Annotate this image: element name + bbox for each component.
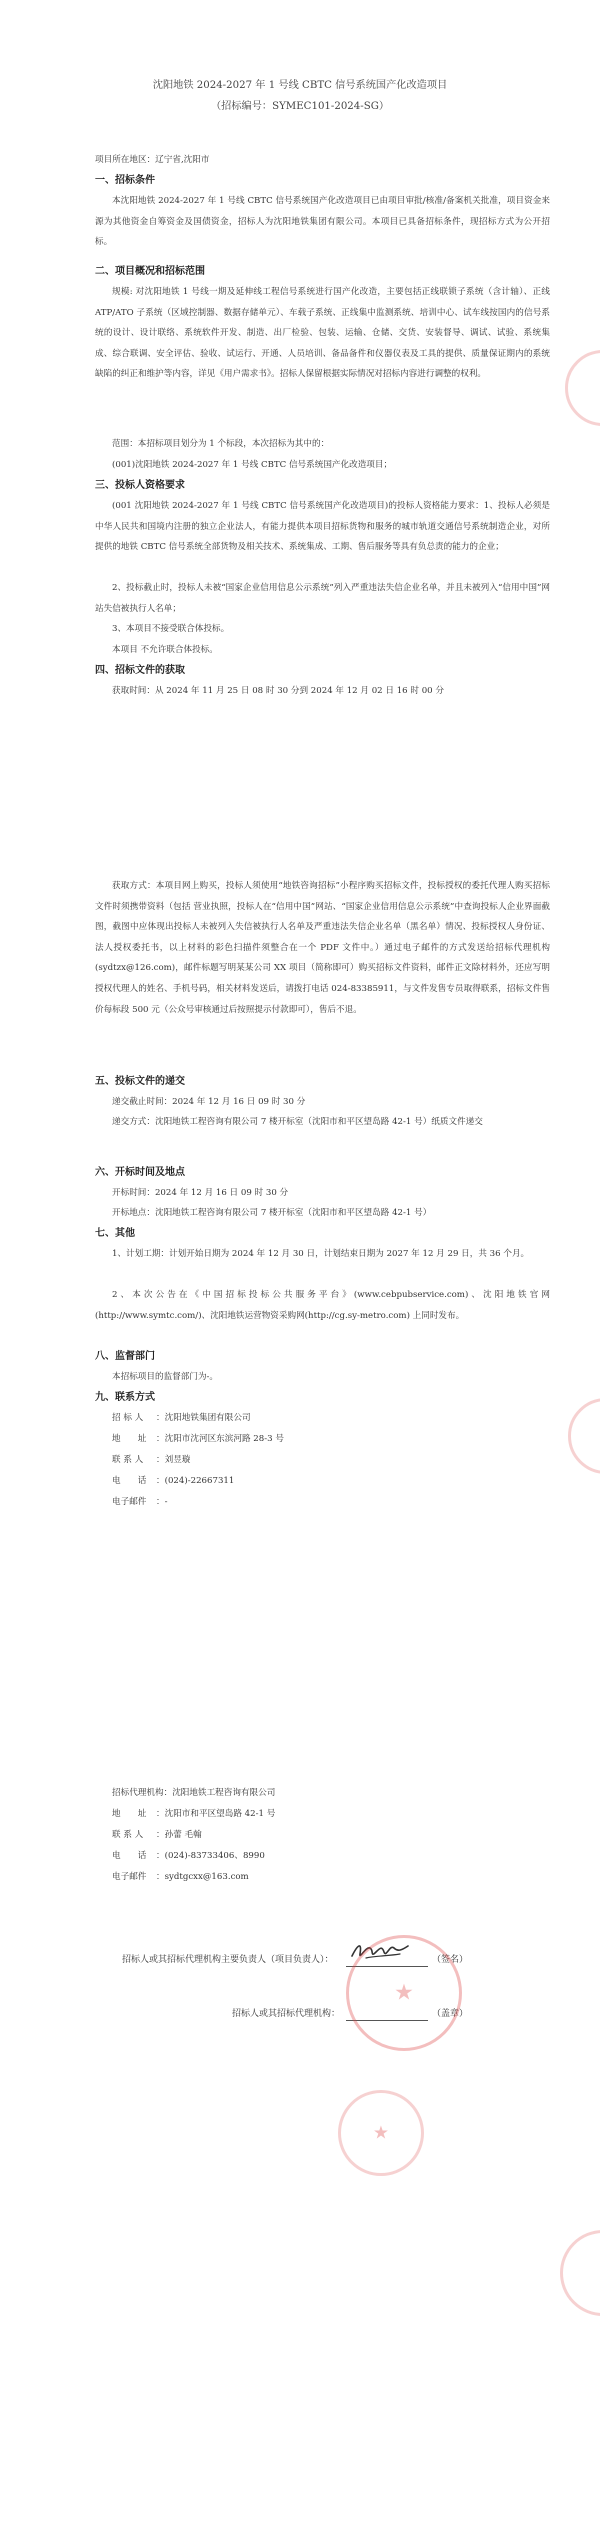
edge-seal-icon xyxy=(565,350,600,426)
section-4-method: 获取方式：本项目网上购买，投标人须使用“地铁咨询招标”小程序购买招标文件，投标授权的委托代理人购买招标文件时须携带资料（包括 营业执照，投标人在“信用中国”网站、“国家企业信用信息公示系统”中查询投标人企业界面截图，截图中应体现出投标人未被列入失信被执行人名单及严重违法失信企业名单（黑名单）情况、投标授权人身份证、法人授权委托书，以上材料的彩色扫描件须整合在一个 PDF 文件中。）通过电子邮件的方式发送给招标代理机构(sydtzx@126.com)，邮件标题写明某某公司 XX 项目（简称即可）购买招标文件资料，邮件正文除材料外，还应写明授权代理人的姓名、手机号码，相关材料发送后，请拨打电话 024-83385911，与文件发售专员取得联系，招标文件售价每标段 500 元（公众号审核通过后按照提示付款即可），售后不退。 xyxy=(95,881,550,1015)
signature-line-label: 招标人或其招标代理机构主要负责人（项目负责人）： xyxy=(122,1955,334,1965)
contact-value: 刘昱璇 xyxy=(164,1455,191,1465)
section-4-time: 获取时间：从 2024 年 11 月 25 日 08 时 30 分到 2024 年 12 月 02 日 16 时 00 分 xyxy=(112,686,444,696)
section-5-place: 递交方式：沈阳地铁工程咨询有限公司 7 楼开标室（沈阳市和平区望岛路 42-1 号）纸质文件递交 xyxy=(112,1117,483,1127)
edge-seal-icon xyxy=(568,1398,600,1474)
section-heading-9: 九、联系方式 xyxy=(95,1392,155,1403)
section-heading-5: 五、投标文件的递交 xyxy=(95,1076,185,1087)
contact-value: 沈阳市沈河区东滨河路 28-3 号 xyxy=(164,1434,284,1444)
section-2-scope: 范围：本招标项目划分为 1 个标段，本次招标为其中的： xyxy=(112,439,330,449)
section-2-scale-paragraph: 规模: 对沈阳地铁 1 号线一期及延伸线工程信号系统进行国产化改造，主要包括正线联锁子系统（含计轴）、正线 ATP/ATO 子系统（区域控制器、数据存储单元）、车载子系统、正线集中监测系统、培训中心、试车线按国内的信号系统的设计、设计联络、系统软件开发、制造、出厂检验、包装、运输、仓储、交货、安装督导、调试、试验、系统集成、综合联调、安全评估、验收、试运行、开通、人员培训、备品备件和仪器仪表及工具的提供、质量保证期内的系统缺陷的纠正和维护等内容，详见《用户需求书》。招标人保留根据实际情况对招标内容进行调整的权利。 xyxy=(95,287,550,380)
contact-row: 联 系 人 ：刘昱璇 xyxy=(112,1455,191,1465)
contact-row: 地 址 ：沈阳市沈河区东滨河路 28-3 号 xyxy=(112,1434,284,1444)
contact-value: - xyxy=(164,1497,168,1507)
seal-suffix: （盖章） xyxy=(432,2009,469,2019)
contact-row: 电 话 ：(024)-83733406、8990 xyxy=(112,1851,265,1861)
section-7-schedule: 1、计划工期：计划开始日期为 2024 年 12 月 30 日，计划结束日期为 2027 年 12 月 29 日，共 36 个月。 xyxy=(112,1249,530,1259)
section-heading-3: 三、投标人资格要求 xyxy=(95,480,185,491)
section-heading-7: 七、其他 xyxy=(95,1228,135,1239)
section-5-deadline: 递交截止时间：2024 年 12 月 16 日 09 时 30 分 xyxy=(112,1097,306,1107)
section-6-place: 开标地点：沈阳地铁工程咨询有限公司 7 楼开标室（沈阳市和平区望岛路 42-1 号） xyxy=(112,1208,432,1218)
contact-value: 沈阳地铁集团有限公司 xyxy=(164,1413,251,1423)
section-3-qualification: (001 沈阳地铁 2024-2027 年 1 号线 CBTC 信号系统国产化改造项目)的投标人资格能力要求：1、投标人必须是中华人民共和国境内注册的独立企业法人，有能力提供本项目招标货物和服务的城市轨道交通信号系统制造企业，对所提供的地铁 CBTC 信号系统全部货物及相关技术、系统集成、工期、售后服务等具有负总责的能力的企业； xyxy=(95,501,550,553)
section-heading-2: 二、项目概况和招标范围 xyxy=(95,266,205,277)
project-location: 项目所在地区：辽宁省,沈阳市 xyxy=(95,155,210,165)
signature-suffix: （签名） xyxy=(432,1955,469,1965)
contact-row: 电 话 ：(024)-22667311 xyxy=(112,1476,235,1486)
document-subtitle: （招标编号：SYMEC101-2024-SG） xyxy=(210,101,390,112)
document-title: 沈阳地铁 2024-2027 年 1 号线 CBTC 信号系统国产化改造项目 xyxy=(152,80,448,91)
section-heading-4: 四、招标文件的获取 xyxy=(95,665,185,676)
section-heading-6: 六、开标时间及地点 xyxy=(95,1167,185,1178)
section-heading-1: 一、招标条件 xyxy=(95,175,155,186)
contact-row: 招 标 人 ：沈阳地铁集团有限公司 xyxy=(112,1413,251,1423)
contact-value: 沈阳市和平区望岛路 42-1 号 xyxy=(164,1809,276,1819)
section-8-supervisor: 本招标项目的监督部门为-。 xyxy=(112,1372,219,1382)
seal-line-label: 招标人或其招标代理机构： xyxy=(232,2009,341,2019)
edge-seal-icon xyxy=(560,2230,600,2316)
contact-value: 孙蕾 毛翰 xyxy=(164,1830,202,1840)
contact-value: (024)-22667311 xyxy=(164,1476,235,1486)
contact-row: 联 系 人 ：孙蕾 毛翰 xyxy=(112,1830,202,1840)
contact-value: 沈阳地铁工程咨询有限公司 xyxy=(172,1788,276,1798)
official-seal-icon: ★ xyxy=(346,1935,462,2051)
section-3-consortium-note: 本项目 不允许联合体投标。 xyxy=(112,645,218,655)
section-heading-8: 八、监督部门 xyxy=(95,1351,155,1362)
contact-row: 地 址 ：沈阳市和平区望岛路 42-1 号 xyxy=(112,1809,276,1819)
official-seal-icon: ★ xyxy=(338,2090,424,2176)
contact-value: (024)-83733406、8990 xyxy=(164,1851,265,1861)
section-1-paragraph: 本沈阳地铁 2024-2027 年 1 号线 CBTC 信号系统国产化改造项目已由项目审批/核准/备案机关批准，项目资金来源为其他资金自筹资金及国债资金，招标人为沈阳地铁集团有限公司。本项目已具备招标条件，现招标方式为公开招标。 xyxy=(95,196,550,248)
section-7-publication: 2、本次公告在《中国招标投标公共服务平台》(www.cebpubservice.com)、沈阳地铁官网(http://www.symtc.com/)、沈阳地铁运营物资采购网(http://cg.sy-metro.com) 上同时发布。 xyxy=(95,1290,550,1321)
contact-row: 电子邮件 ：- xyxy=(112,1497,168,1507)
contact-value: sydtgcxx@163.com xyxy=(164,1872,249,1882)
section-3-credit: 2、投标截止时，投标人未被“国家企业信用信息公示系统”列入严重违法失信企业名单，并且未被列入“信用中国”网站失信被执行人名单； xyxy=(95,583,550,614)
section-3-consortium: 3、本项目不接受联合体投标。 xyxy=(112,624,230,634)
contact-row: 招标代理机构：沈阳地铁工程咨询有限公司 xyxy=(112,1788,276,1798)
section-2-lot: (001)沈阳地铁 2024-2027 年 1 号线 CBTC 信号系统国产化改造项目； xyxy=(112,460,393,470)
contact-row: 电子邮件 ：sydtgcxx@163.com xyxy=(112,1872,249,1882)
section-6-time: 开标时间：2024 年 12 月 16 日 09 时 30 分 xyxy=(112,1188,289,1198)
